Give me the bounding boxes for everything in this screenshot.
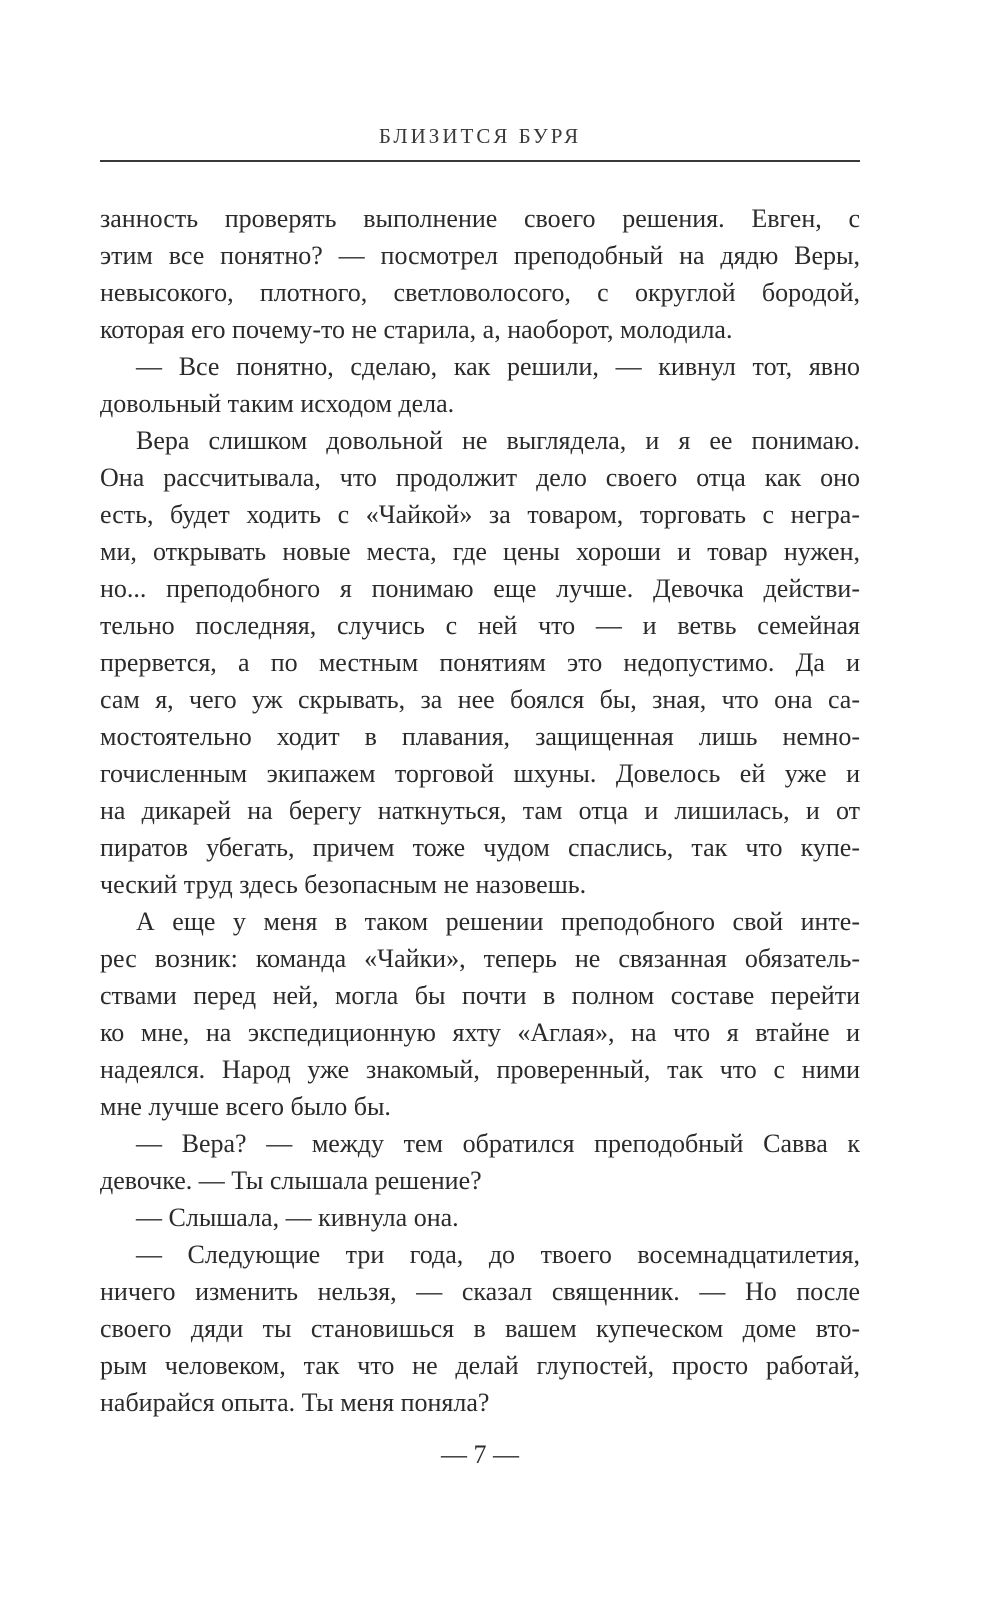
text-line: — Вера? — между тем обратился преподобный Савва к [136,1129,860,1158]
text-line: занность проверять выполнение своего решения. Евген, с [100,204,860,233]
text-line: ми, открывать новые места, где цены хороши и товар нужен, [100,537,860,566]
text-line: довольный таким исходом дела. [100,389,455,418]
text-line: — Слышала, — кивнула она. [136,1203,459,1232]
text-line: сам я, чего уж скрывать, за нее боялся бы, зная, что она са- [100,685,860,714]
text-line: своего дяди ты становишься в вашем купеческом доме вто- [100,1314,860,1343]
text-line: невысокого, плотного, светловолосого, с округлой бородой, [100,278,860,307]
text-line: ничего изменить нельзя, — сказал священник. — Но после [100,1277,860,1306]
text-line: этим все понятно? — посмотрел преподобный на дядю Веры, [100,241,860,270]
text-line: набирайся опыта. Ты меня поняла? [100,1388,490,1417]
text-line: ко мне, на экспедиционную яхту «Аглая», на что я втайне и [100,1018,860,1047]
text-line: Вера слишком довольной не выглядела, и я ее понимаю. [136,426,860,455]
text-line: надеялся. Народ уже знакомый, проверенный, так что с ними [100,1055,860,1084]
text-line: мостоятельно ходит в плавания, защищенная лишь немно- [100,722,860,751]
text-line: ческий труд здесь безопасным не назовешь. [100,870,587,899]
text-line: — Все понятно, сделаю, как решили, — кивнул тот, явно [136,352,860,381]
text-line: которая его почему-то не старила, а, наоборот, молодила. [100,315,733,344]
running-title: БЛИЗИТСЯ БУРЯ [378,124,582,148]
text-line: рес возник: команда «Чайки», теперь не связанная обязатель- [100,944,860,973]
text-line: прервется, а по местным понятиям это недопустимо. Да и [100,648,860,677]
text-line: есть, будет ходить с «Чайкой» за товаром, торговать с негра- [100,500,860,529]
body-text [100,200,860,1421]
text-line: пиратов убегать, причем тоже чудом спаслись, так что купе- [100,833,860,862]
text-line: А еще у меня в таком решении преподобного свой инте- [136,907,860,936]
text-line: гочисленным экипажем торговой шхуны. Довелось ей уже и [100,759,860,788]
text-line: рым человеком, так что не делай глупостей, просто работай, [100,1351,860,1380]
text-line: но... преподобного я понимаю еще лучше. Девочка действи- [100,574,860,603]
text-line: ствами перед ней, могла бы почти в полном составе перейти [100,981,860,1010]
text-line: девочке. — Ты слышала решение? [100,1166,482,1195]
text-line: — Следующие три года, до твоего восемнадцатилетия, [136,1240,860,1269]
text-line: Она рассчитывала, что продолжит дело своего отца как оно [100,463,860,492]
header-rule [100,160,860,162]
text-line: на дикарей на берегу наткнуться, там отца и лишилась, и от [100,796,860,825]
text-line: тельно последняя, случись с ней что — и ветвь семейная [100,611,860,640]
text-line: мне лучше всего было бы. [100,1092,391,1121]
page-number: — 7 — [441,1440,519,1469]
